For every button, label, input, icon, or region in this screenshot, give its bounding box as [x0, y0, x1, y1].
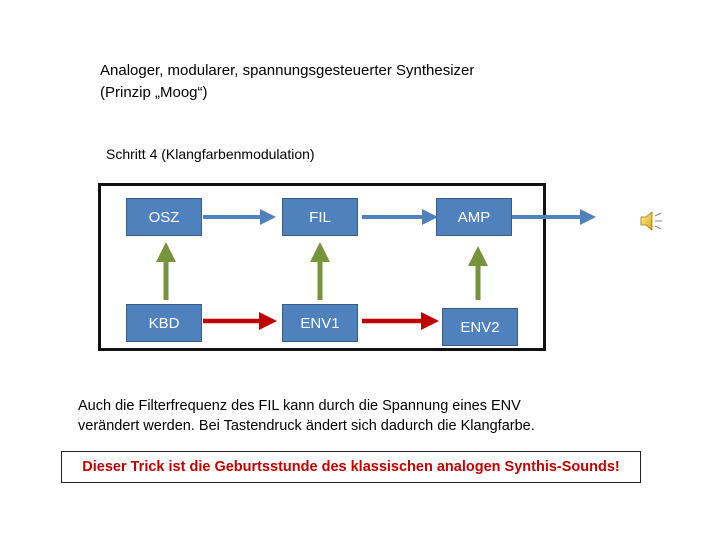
module-fil: FIL: [282, 198, 358, 236]
module-amp: AMP: [436, 198, 512, 236]
module-env2: ENV2: [442, 308, 518, 346]
description-line-2: verändert werden. Bei Tastendruck ändert sich dadurch die Klangfarbe.: [78, 418, 535, 434]
module-kbd: KBD: [126, 304, 202, 342]
title-line-1: Analoger, modularer, spannungsgesteuerter Synthesizer: [100, 62, 475, 79]
module-osz: OSZ: [126, 198, 202, 236]
speaker-icon[interactable]: [638, 208, 664, 234]
highlight-box: Dieser Trick ist die Geburtsstunde des klassischen analogen Synthis-Sounds!: [61, 451, 641, 483]
step-label: Schritt 4 (Klangfarbenmodulation): [106, 146, 315, 162]
description: [78, 396, 638, 436]
module-env1: ENV1: [282, 304, 358, 342]
description-line-1: Auch die Filterfrequenz des FIL kann durch die Spannung eines ENV: [78, 398, 521, 414]
title-line-2: (Prinzip „Moog“): [100, 84, 208, 101]
